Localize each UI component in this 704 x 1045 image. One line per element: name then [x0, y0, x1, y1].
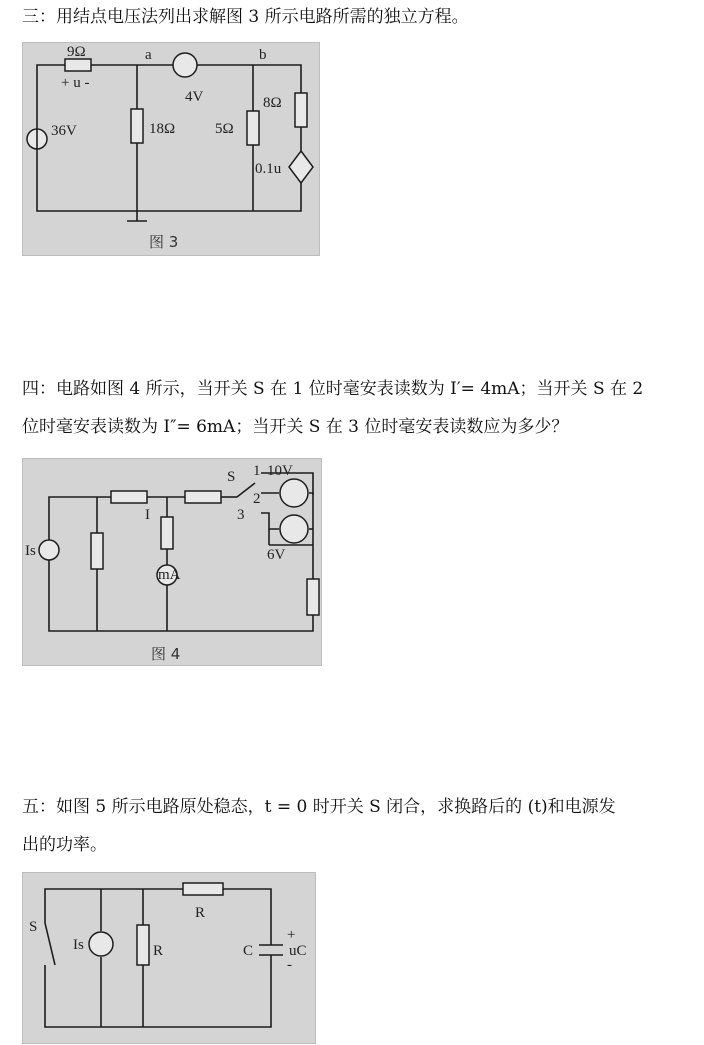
figure-3-caption: 图 3	[149, 233, 179, 251]
label-pos-3: 3	[237, 507, 245, 523]
resistor-top-2	[185, 491, 221, 503]
resistor-left	[91, 533, 103, 569]
question-5-line-1: 五：如图 5 所示电路原处稳态，t = 0 时开关 S 闭合，求换路后的 (t)和电源发	[22, 797, 616, 817]
resistor-18-ohm	[131, 109, 143, 143]
label-pos-1: 1	[253, 463, 261, 479]
label-u-polarity: + u -	[61, 75, 90, 91]
resistor-right	[307, 579, 319, 615]
label-node-b: b	[259, 47, 267, 63]
label-c: C	[243, 943, 254, 959]
label-current-i: I	[145, 507, 150, 523]
label-5-ohm: 5Ω	[215, 121, 234, 137]
resistor-top-1	[111, 491, 147, 503]
voltage-source-6v	[280, 515, 308, 543]
label-ma: mA	[158, 567, 181, 583]
question-4-line-1: 四：电路如图 4 所示，当开关 S 在 1 位时毫安表读数为 I′= 4mA；当开关 S 在 2	[22, 379, 644, 399]
figure-4-caption: 图 4	[151, 645, 181, 663]
label-9-ohm: 9Ω	[67, 44, 86, 60]
voltage-source-10v	[280, 479, 308, 507]
label-is: Is	[25, 543, 36, 559]
question-3-text: 三：用结点电压法列出求解图 3 所示电路所需的独立方程。	[22, 7, 469, 27]
label-r-horizontal: R	[195, 905, 206, 921]
resistor-8-ohm	[295, 93, 307, 127]
resistor-9-ohm	[65, 59, 91, 71]
label-switch-s: S	[29, 919, 38, 935]
current-source-is	[39, 540, 59, 560]
label-minus: -	[287, 957, 292, 973]
label-node-a: a	[145, 47, 152, 63]
label-is: Is	[73, 937, 84, 953]
label-18-ohm: 18Ω	[149, 121, 176, 137]
resistor-middle	[161, 517, 173, 549]
label-8-ohm: 8Ω	[263, 95, 282, 111]
label-10v: 10V	[267, 463, 293, 479]
current-source-is	[89, 932, 113, 956]
label-plus: +	[287, 927, 296, 943]
figure-3	[22, 42, 320, 256]
figure-5	[22, 872, 316, 1044]
label-dependent: 0.1u	[255, 161, 282, 177]
label-r-vertical: R	[153, 943, 164, 959]
label-36v: 36V	[51, 123, 77, 139]
label-4v: 4V	[185, 89, 204, 105]
label-switch-s: S	[227, 469, 236, 485]
voltage-source-4v	[173, 53, 197, 77]
resistor-r-vertical	[137, 925, 149, 965]
label-uc: uC	[289, 943, 307, 959]
dependent-source	[289, 151, 313, 183]
resistor-5-ohm	[247, 111, 259, 145]
resistor-r-horizontal	[183, 883, 223, 895]
figure-4	[22, 458, 322, 666]
label-pos-2: 2	[253, 491, 261, 507]
label-6v: 6V	[267, 547, 286, 563]
question-4-line-2: 位时毫安表读数为 I″= 6mA；当开关 S 在 3 位时毫安表读数应为多少？	[22, 417, 569, 437]
question-5-line-2: 出的功率。	[22, 835, 107, 855]
